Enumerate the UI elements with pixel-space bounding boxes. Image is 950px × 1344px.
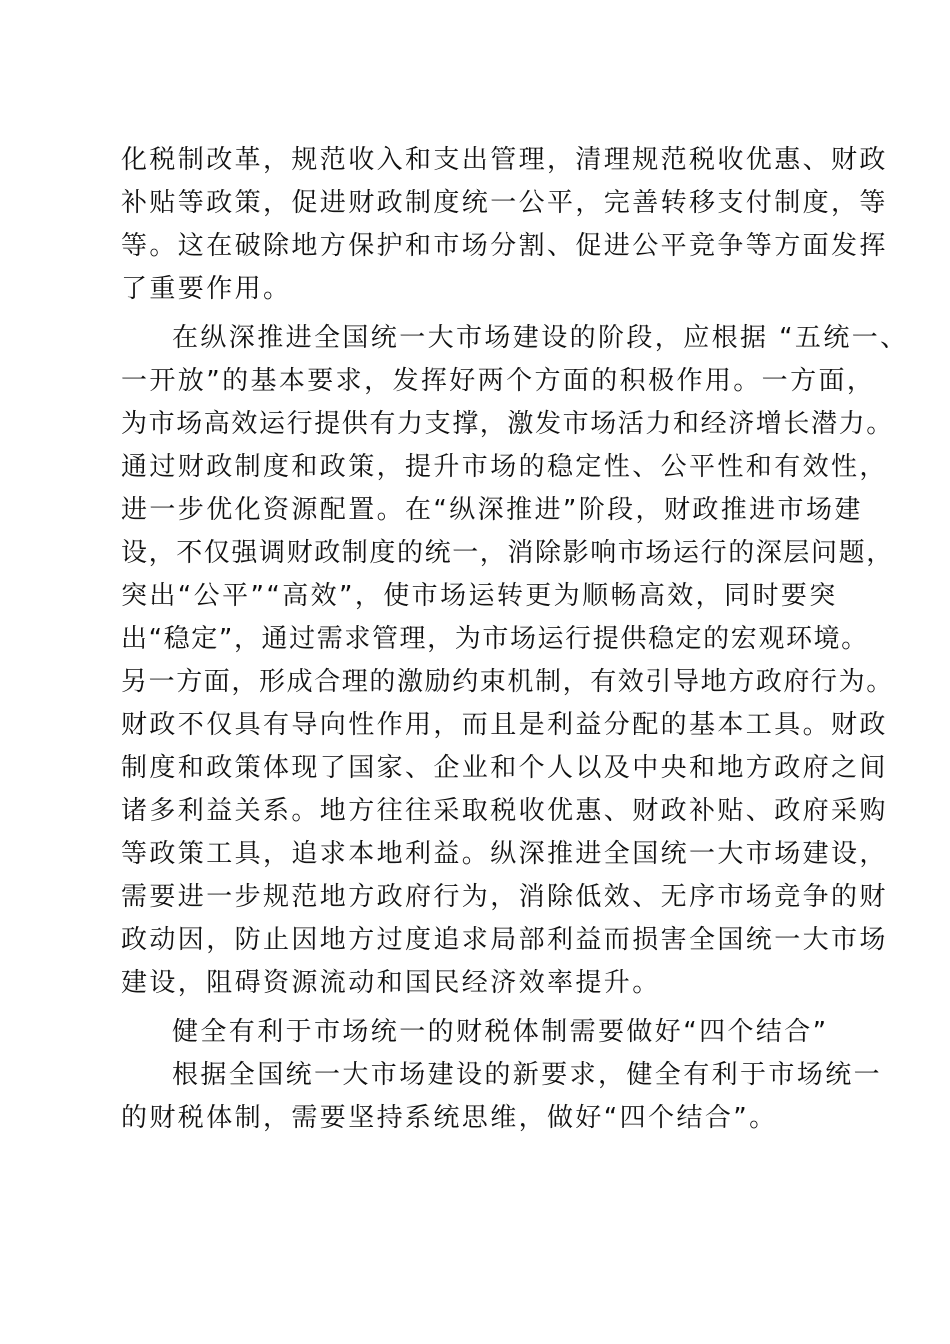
text-line: 设，不仅强调财政制度的统一，消除影响市场运行的深层问题， xyxy=(121,538,894,568)
text-line: 诸多利益关系。地方往往采取税收优惠、财政补贴、政府采购 xyxy=(121,796,888,826)
text-line: 为市场高效运行提供有力支撑，激发市场活力和经济增长潜力。 xyxy=(121,409,894,439)
text-line: 另一方面，形成合理的激励约束机制，有效引导地方政府行为。 xyxy=(121,667,894,697)
text-line: 一开放”的基本要求，发挥好两个方面的积极作用。一方面， xyxy=(121,366,876,396)
text-line: 等政策工具，追求本地利益。纵深推进全国统一大市场建设， xyxy=(121,839,888,869)
text-line: 补贴等政策，促进财政制度统一公平，完善转移支付制度，等 xyxy=(121,188,888,218)
text-line: 等。这在破除地方保护和市场分割、促进公平竞争等方面发挥 xyxy=(121,231,888,261)
text-line: 需要进一步规范地方政府行为，消除低效、无序市场竞争的财 xyxy=(121,882,888,912)
text-line: 化税制改革，规范收入和支出管理，清理规范税收优惠、财政 xyxy=(121,145,888,175)
text-line: 通过财政制度和政策，提升市场的稳定性、公平性和有效性， xyxy=(121,452,888,482)
text-line: 出“稳定”，通过需求管理，为市场运行提供稳定的宏观环境。 xyxy=(121,624,869,654)
text-line: 财政不仅具有导向性作用，而且是利益分配的基本工具。财政 xyxy=(121,710,888,740)
text-line: 政动因，防止因地方过度追求局部利益而损害全国统一大市场 xyxy=(121,925,888,955)
text-line: 建设，阻碍资源流动和国民经济效率提升。 xyxy=(121,968,661,998)
text-line: 根据全国统一大市场建设的新要求，健全有利于市场统一 xyxy=(172,1060,883,1090)
section-heading: 健全有利于市场统一的财税体制需要做好“四个结合” xyxy=(172,1017,829,1047)
text-line: 进一步优化资源配置。在“纵深推进”阶段，财政推进市场建 xyxy=(121,495,863,525)
text-line: 突出“公平”“高效”，使市场运转更为顺畅高效，同时要突 xyxy=(121,581,838,611)
text-line: 在纵深推进全国统一大市场建设的阶段，应根据 “五统一、 xyxy=(172,323,909,353)
text-line: 了重要作用。 xyxy=(121,274,292,304)
text-line: 的财税体制，需要坚持系统思维，做好“四个结合”。 xyxy=(121,1103,778,1133)
text-line: 制度和政策体现了国家、企业和个人以及中央和地方政府之间 xyxy=(121,753,888,783)
